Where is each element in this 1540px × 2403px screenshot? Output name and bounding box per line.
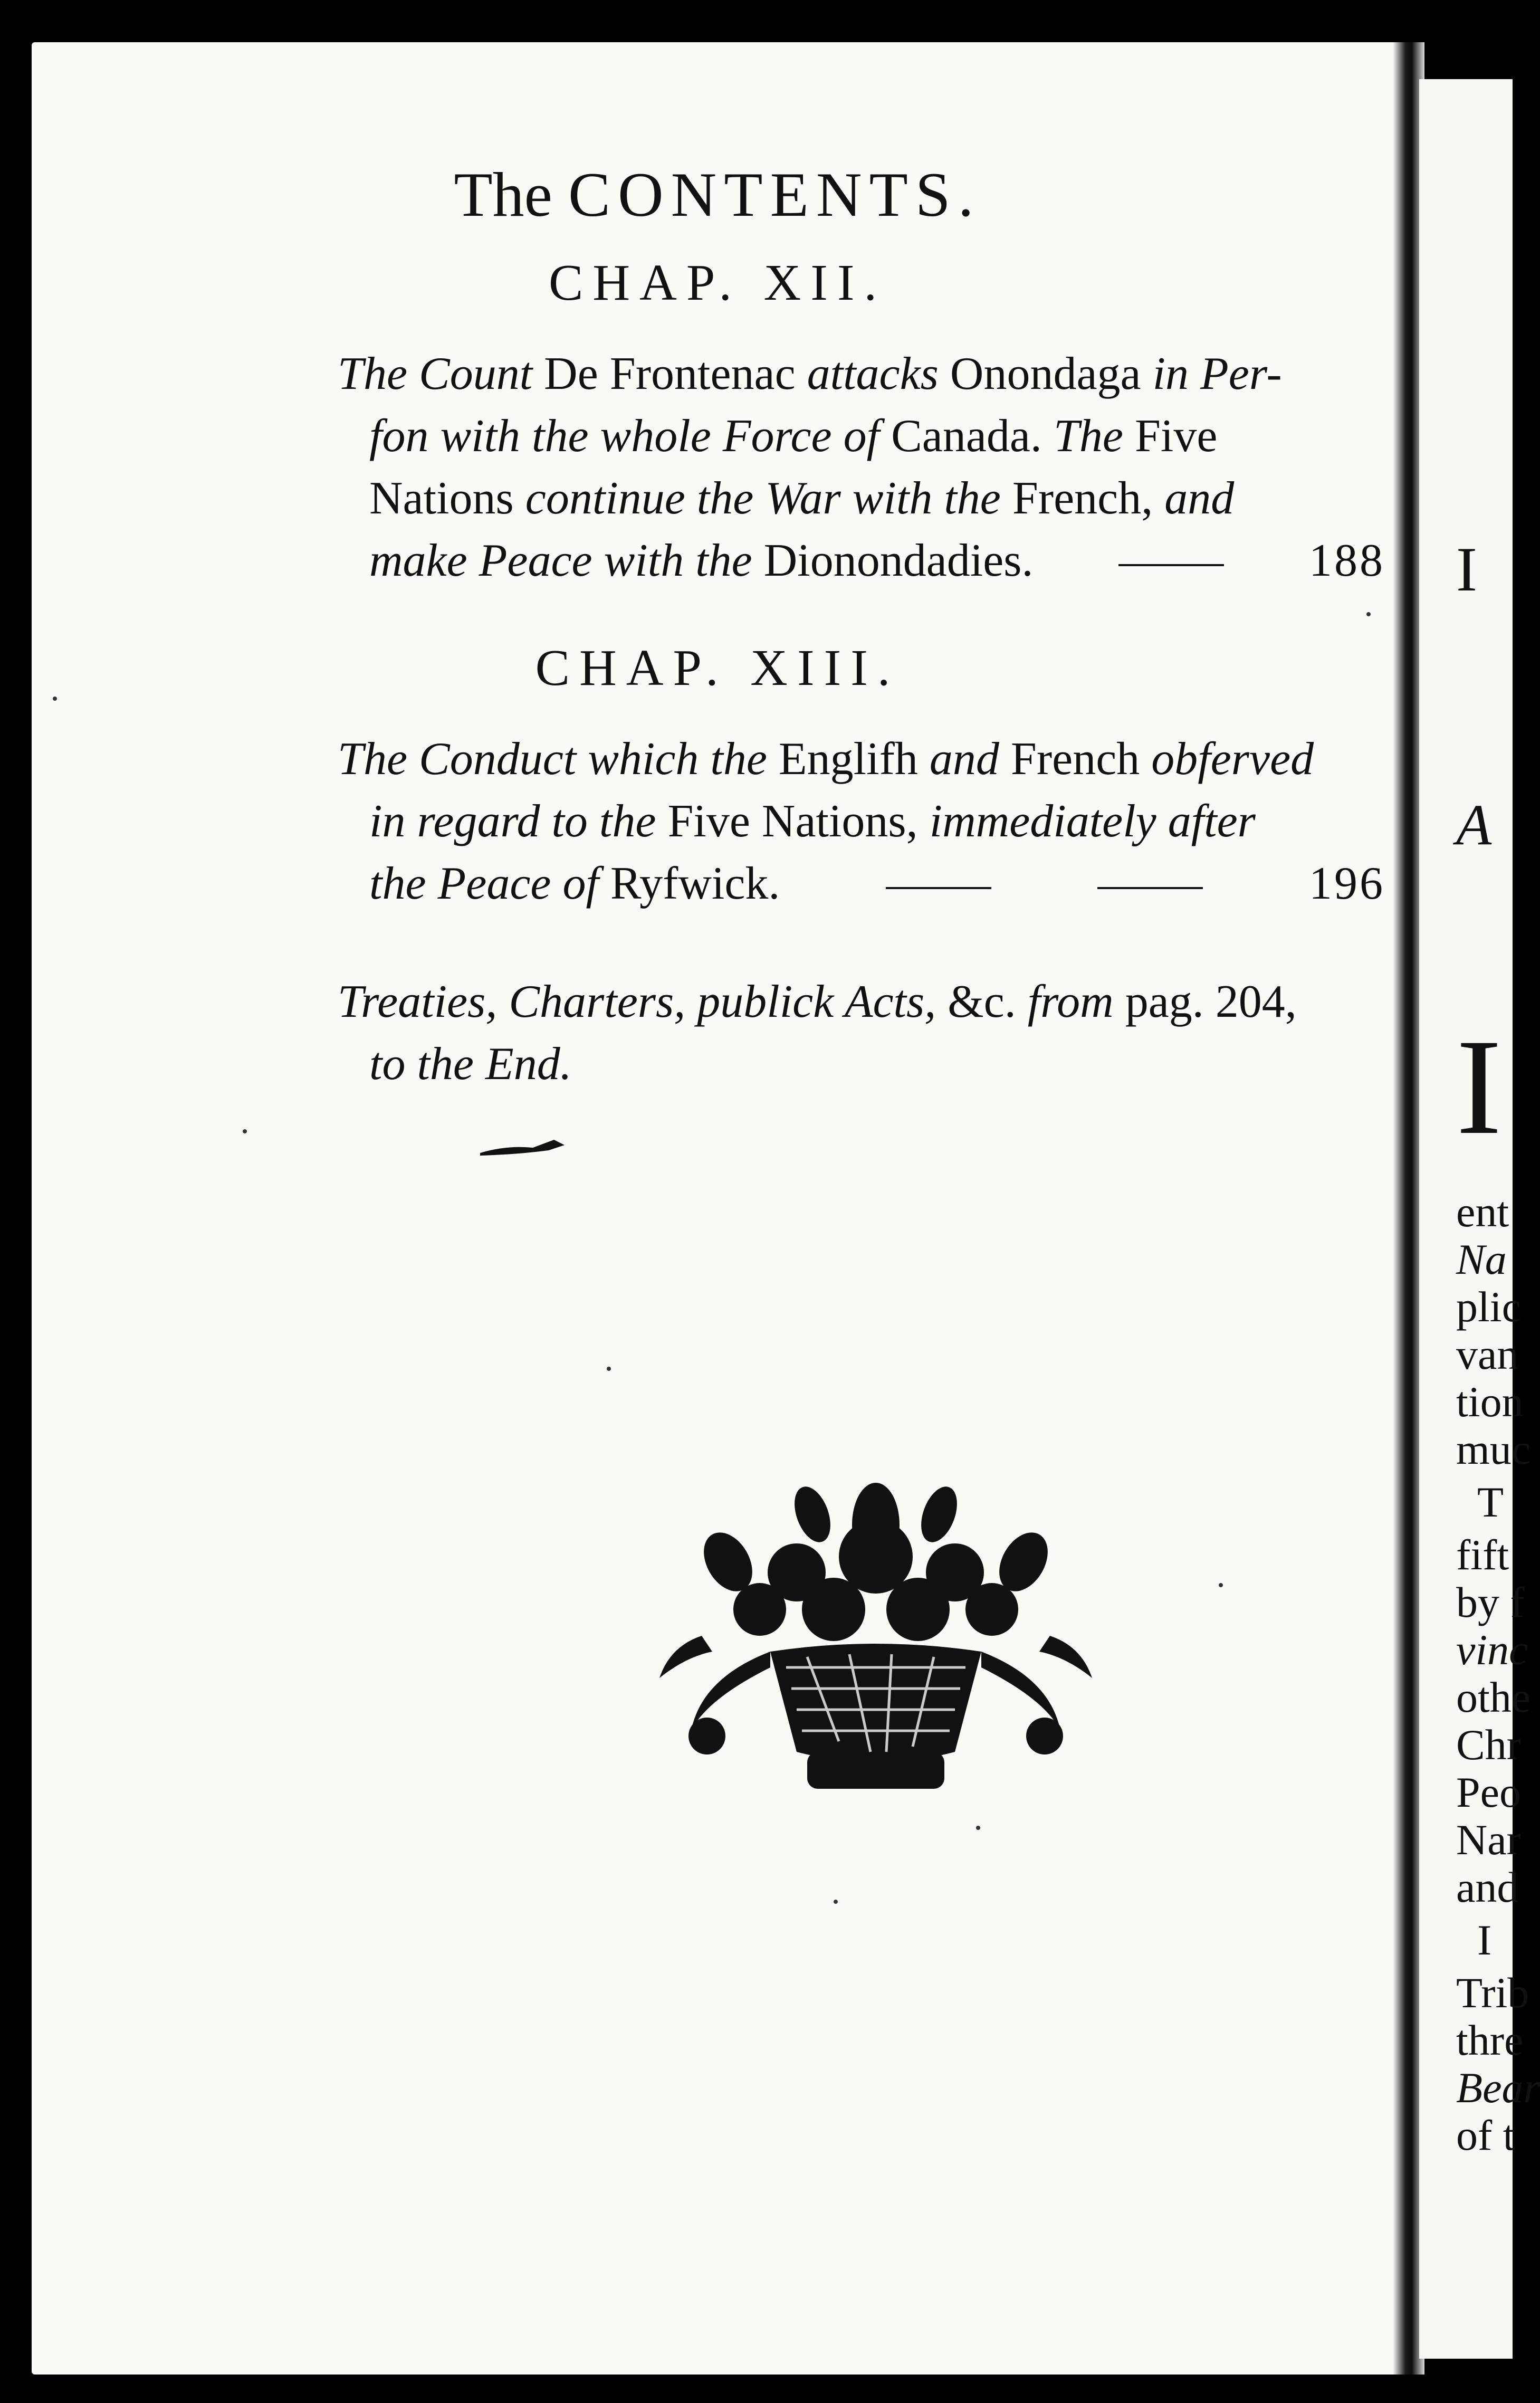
facing-page-fragment: thre	[1456, 2016, 1524, 2064]
facing-page-fragment: muc	[1456, 1425, 1531, 1473]
facing-page-fragment: plic	[1456, 1283, 1521, 1331]
entry-line	[338, 728, 1385, 790]
entry-text-italic: obferved	[1151, 733, 1314, 785]
facing-page-fragment: othe	[1456, 1673, 1531, 1721]
facing-page-fragment: Nar	[1456, 1816, 1521, 1864]
entry-text-italic: the Peace of	[369, 858, 599, 909]
entry-text-italic: continue the War with the	[525, 473, 1001, 524]
appendix-entry	[338, 971, 1385, 1095]
entry-text: De Frontenac	[532, 348, 807, 399]
entry-text: French	[999, 733, 1152, 785]
running-head-title: CONTENTS.	[568, 159, 981, 230]
leader-dash	[1118, 564, 1224, 566]
entry-text-italic: The	[1053, 411, 1123, 462]
entry-text: Englifh	[767, 733, 930, 785]
entry-text-italic: attacks	[807, 348, 939, 399]
entry-text: Five Nations,	[656, 796, 930, 847]
entry-text: Canada.	[879, 411, 1054, 462]
leader-dash	[886, 887, 991, 889]
entry-text-italic: to the End.	[369, 1038, 572, 1090]
entry-text-italic: and	[929, 733, 999, 785]
page-number: 188	[1308, 535, 1385, 586]
entry-line	[338, 971, 1385, 1033]
entry-text-italic: Treaties, Charters, publick Acts,	[338, 976, 936, 1027]
leader-dash	[1097, 887, 1203, 889]
entry-text-italic: in Per-	[1152, 348, 1282, 399]
entry-text-italic: fon with the whole Force of	[369, 411, 880, 462]
entry-text: Dionondadies.	[752, 535, 1034, 586]
running-head-the: The	[454, 159, 552, 230]
facing-page-fragment: Na	[1456, 1235, 1507, 1283]
entry-text-italic: and	[1164, 473, 1235, 524]
printers-mark-icon	[475, 1129, 580, 1161]
facing-page-fragment: by f	[1456, 1578, 1525, 1626]
entry-text: French,	[1000, 473, 1165, 524]
entry-text: Ryfwick.	[598, 858, 780, 909]
facing-page-fragment: van	[1456, 1330, 1519, 1378]
entry-line	[369, 530, 1385, 592]
facing-page-fragment: I	[1456, 1011, 1502, 1163]
page-number: 196	[1308, 858, 1385, 909]
entry-line	[338, 343, 1385, 405]
facing-page-fragment: of t	[1456, 2111, 1515, 2159]
entry-text-italic: in regard to the	[369, 796, 656, 847]
entry-line	[369, 468, 1385, 530]
facing-page-fragment: I	[1477, 1916, 1492, 1964]
chapter-entry-xiii	[338, 728, 1385, 915]
facing-page-fragment: Trib	[1456, 1969, 1529, 2017]
entry-text-italic: The Conduct which the	[338, 733, 767, 785]
entry-text-italic: immediately after	[929, 796, 1256, 847]
facing-page-fragment: I	[1456, 534, 1477, 604]
facing-page-fragment: Bear	[1456, 2064, 1540, 2112]
entry-line	[369, 1033, 1385, 1095]
entry-line	[369, 790, 1385, 853]
facing-page-fragment: ent	[1456, 1188, 1509, 1236]
chapter-heading-xii: CHAP. XII.	[548, 254, 887, 311]
facing-page-fragment: fift	[1456, 1531, 1509, 1579]
entry-text: Five	[1123, 411, 1218, 462]
flower-basket-ornament-icon	[638, 1477, 1113, 1805]
entry-text: Nations	[369, 473, 525, 524]
entry-line	[369, 853, 1385, 915]
entry-line	[369, 405, 1385, 468]
facing-page-fragment: T	[1477, 1478, 1504, 1526]
facing-page-fragment: tion	[1456, 1378, 1524, 1426]
entry-text: pag. 204,	[1113, 976, 1297, 1027]
facing-page-fragment: vinc	[1456, 1626, 1528, 1674]
chapter-entry-xii	[338, 343, 1385, 592]
entry-text-italic: The Count	[338, 348, 533, 399]
entry-text: Onondaga	[938, 348, 1153, 399]
facing-page-fragment: Peo	[1456, 1768, 1521, 1816]
facing-page-fragment: and	[1456, 1863, 1519, 1911]
entry-text: &c.	[936, 976, 1028, 1027]
running-head	[32, 158, 1403, 231]
facing-page-fragment: Chr	[1456, 1721, 1521, 1769]
entry-text-italic: from	[1027, 976, 1114, 1027]
facing-page-fragment: A	[1456, 793, 1492, 857]
contents-page	[32, 42, 1403, 2375]
chapter-heading-xiii: CHAP. XIII.	[535, 640, 900, 697]
entry-text-italic: make Peace with the	[369, 535, 752, 586]
